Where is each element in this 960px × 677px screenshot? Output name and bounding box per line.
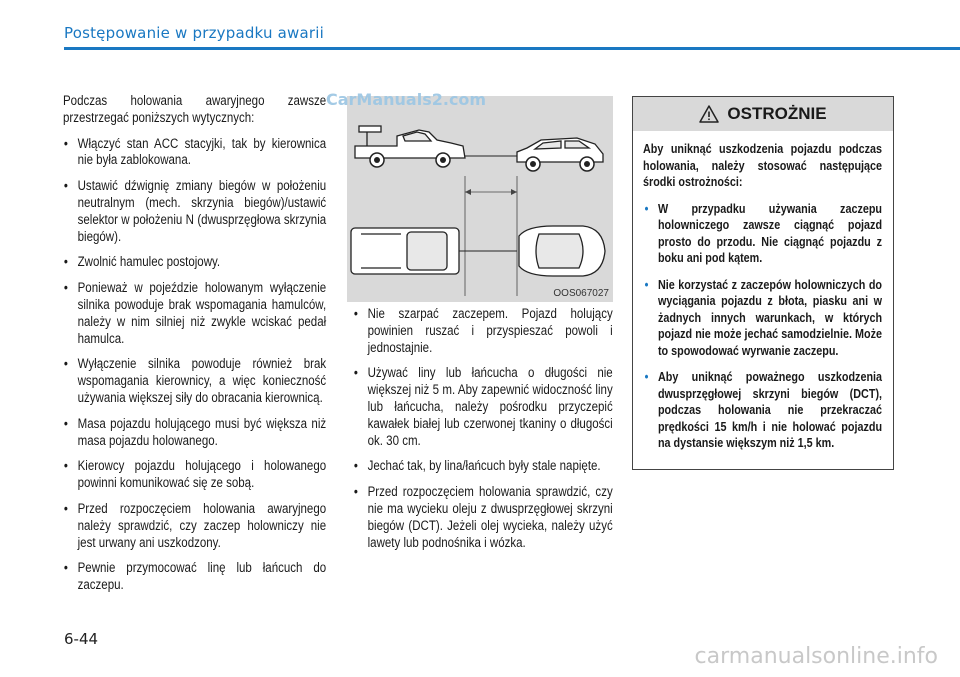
list-item: • Przed rozpoczęciem holowania awaryjnego należy sprawdzić, czy zaczep holowniczy nie jest urwany ani uszkodzony. (63, 500, 327, 550)
list-item: • Nie korzystać z zaczepów holowniczych do wyciągania pojazdu z błota, piasku ani w żadnych innych warunkach, w których pojazd nie może jechać samodzielnie. Może to spowodować wyrwanie zaczepu. (644, 276, 883, 358)
caution-title: OSTROŻNIE (727, 104, 827, 123)
list-item: • Używać liny lub łańcucha o długości nie większej niż 5 m. Aby zapewnić widoczność liny lub łańcucha, należy pośrodku przyczepić kawałek białej lub czerwonej tkaniny o długości ok. 30 cm. (353, 365, 613, 448)
list-item: • Jechać tak, by lina/łańcuch były stale napięte. (353, 458, 601, 474)
intro-text: Podczas holowania awaryjnego zawsze przestrzegać poniższych wytycznych: (63, 93, 327, 125)
list-item: • Nie szarpać zaczepem. Pojazd holujący powinien ruszać i przyspieszać powoli i jednostajnie. (353, 306, 613, 355)
left-column (63, 93, 326, 603)
tow-truck-and-car-icon (347, 96, 613, 302)
list-item: • Ponieważ w pojeździe holowanym wyłączenie silnika powoduje brak wspomagania hamulców, należy w nim silniej niż zwykle wciskać pedał hamulca. (63, 280, 327, 346)
caution-list (643, 201, 882, 452)
caution-intro: Aby uniknąć uszkodzenia pojazdu podczas holowania, należy stosować następujące środki ostrożności: (643, 141, 883, 189)
watermark-text: CarManuals2.com (326, 90, 487, 109)
list-item: • Włączyć stan ACC stacyjki, tak by kierownica nie była zablokowana. (63, 135, 327, 168)
caution-body (643, 141, 882, 462)
footer-site-mark: carmanualsonline.info (694, 644, 938, 669)
list-item: • Aby uniknąć poważnego uszkodzenia dwusprzęgłowej skrzyni biegów (DCT), podczas holowania nie przekraczać prędkości 15 km/h i nie holować pojazdu na dystansie większym niż 1,5 km. (644, 369, 883, 450)
towing-guidelines-list (63, 136, 326, 594)
list-item: • Pewnie przymocować linę lub łańcuch do zaczepu. (63, 560, 327, 593)
list-item: • Przed rozpoczęciem holowania sprawdzić, czy nie ma wycieku oleju z dwusprzęgłowej skrzyni biegów (DCT). Jeżeli olej wycieka, należy użyć lawety lub podnośnika i wózka. (353, 484, 613, 550)
list-item: • Wyłączenie silnika powoduje również brak wspomagania kierownicy, a więc konieczność używania większej siły do obracania kierownicą. (63, 356, 327, 405)
middle-column (353, 306, 613, 560)
towing-illustration (347, 96, 613, 302)
section-title: Postępowanie w przypadku awarii (64, 24, 325, 42)
caution-header (633, 97, 893, 131)
list-item: • Kierowcy pojazdu holującego i holowanego powinni komunikować się ze sobą. (63, 458, 327, 491)
caution-box (632, 96, 894, 470)
warning-triangle-icon (699, 105, 719, 123)
towing-tips-list (353, 306, 613, 551)
page-number: 6-44 (64, 630, 99, 648)
list-item: • Ustawić dźwignię zmiany biegów w położeniu neutralnym (mech. skrzynia biegów)/ustawić selektor w położeniu N (dwusprzęgłowa skrzynia biegów). (63, 178, 327, 244)
list-item: • W przypadku używania zaczepu holowniczego zawsze ciągnąć pojazd prosto do przodu. Nie ciągnąć pojazdu z boku ani pod kątem. (644, 200, 883, 265)
figure-code: OOS067027 (553, 288, 609, 299)
list-item: • Masa pojazdu holującego musi być większa niż masa pojazdu holowanego. (63, 415, 327, 448)
header-rule (64, 47, 960, 50)
list-item: • Zwolnić hamulec postojowy. (63, 254, 221, 270)
